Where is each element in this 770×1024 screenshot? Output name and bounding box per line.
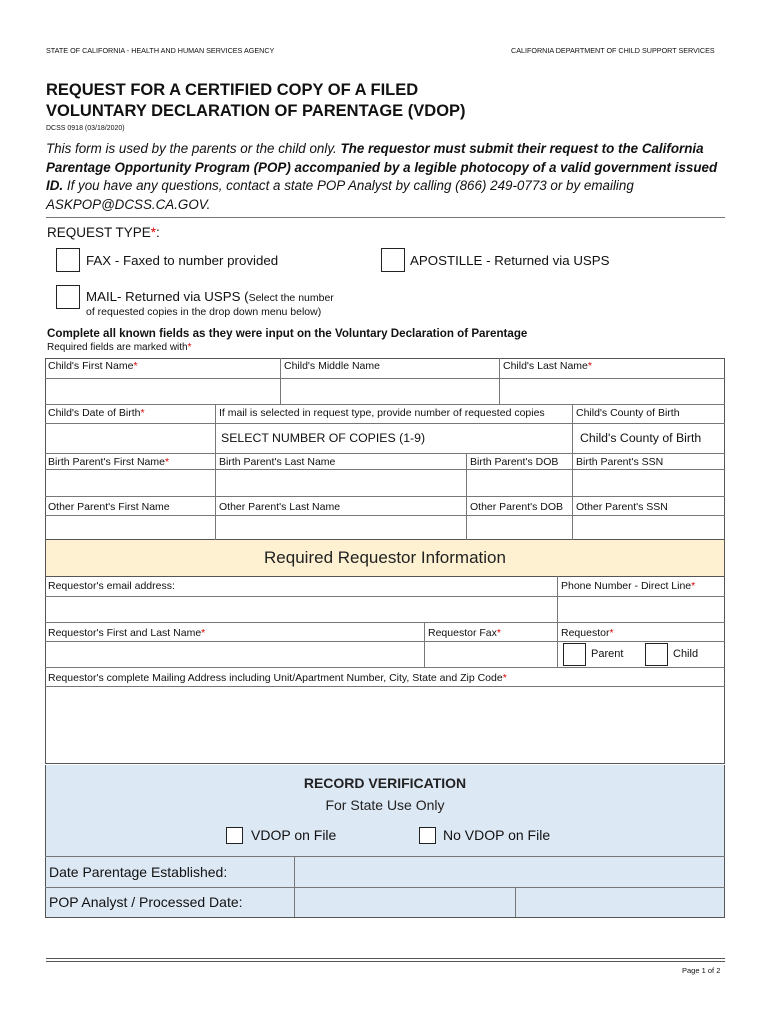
fax-checkbox[interactable] xyxy=(56,248,80,272)
form-title xyxy=(46,80,706,122)
apostille-option-label: APOSTILLE - Returned via USPS xyxy=(410,253,610,268)
footer-rule-bottom xyxy=(46,961,725,962)
label-text: Child's Last Name xyxy=(503,360,588,372)
title-line-2: VOLUNTARY DECLARATION OF PARENTAGE (VDOP) xyxy=(46,102,466,120)
child-middle-name-label: Child's Middle Name xyxy=(280,358,500,378)
mail-option-label xyxy=(86,289,334,304)
mailing-address-label xyxy=(45,667,725,687)
copies-select[interactable]: SELECT NUMBER OF COPIES (1-9) xyxy=(215,423,573,454)
request-type-text: REQUEST TYPE xyxy=(47,225,151,240)
requestor-table xyxy=(45,576,725,764)
required-note-text: Required fields are marked with xyxy=(47,342,188,353)
fax-option-label: FAX - Faxed to number provided xyxy=(86,253,279,268)
intro-part-1: This form is used by the parents or the child only. xyxy=(46,141,341,156)
other-parent-last-label: Other Parent's Last Name xyxy=(215,496,467,516)
other-parent-dob-input[interactable] xyxy=(466,515,573,540)
mail-note-2: of requested copies in the drop down menu below) xyxy=(86,306,322,318)
required-asterisk: * xyxy=(133,360,138,372)
instructions-main: Complete all known fields as they were input on the Voluntary Declaration of Parentage xyxy=(47,327,528,340)
footer-rule-top xyxy=(46,958,725,959)
other-parent-ssn-label: Other Parent's SSN xyxy=(572,496,725,516)
vdop-on-file-label: VDOP on File xyxy=(251,827,337,843)
label-text: Requestor's First and Last Name xyxy=(48,627,202,639)
label-text: Requestor Fax xyxy=(428,627,497,639)
requestor-fax-label xyxy=(424,622,558,642)
agency-right: CALIFORNIA DEPARTMENT OF CHILD SUPPORT SERVICES xyxy=(511,46,715,55)
mailing-address-input[interactable] xyxy=(45,686,725,764)
child-last-name-input[interactable] xyxy=(499,378,725,405)
agency-left: STATE OF CALIFORNIA - HEALTH AND HUMAN SERVICES AGENCY xyxy=(46,46,275,55)
phone-input[interactable] xyxy=(557,596,725,623)
parent-checkbox[interactable] xyxy=(563,643,586,666)
required-note xyxy=(47,342,192,353)
required-asterisk: * xyxy=(164,456,170,468)
title-line-1: REQUEST FOR A CERTIFIED COPY OF A FILED xyxy=(46,81,419,99)
no-vdop-on-file-label: No VDOP on File xyxy=(443,827,551,843)
analyst-input[interactable] xyxy=(294,887,516,917)
intro-part-2: The requestor must submit their request to the California Parentage Opportunity Program (POP) accompanied by a legible photocopy of a valid government issued ID. xyxy=(46,141,718,193)
requestor-name-input[interactable] xyxy=(45,641,425,668)
birth-parent-ssn-label: Birth Parent's SSN xyxy=(572,453,725,470)
mail-checkbox[interactable] xyxy=(56,285,80,309)
birth-parent-last-input[interactable] xyxy=(215,469,467,497)
child-first-name-input[interactable] xyxy=(45,378,280,405)
page-number: Page 1 of 2 xyxy=(682,966,721,975)
label-text: Phone Number - Direct Line xyxy=(561,580,692,592)
child-dob-label xyxy=(45,404,215,424)
required-asterisk: * xyxy=(201,627,206,639)
label-text: Child's Date of Birth xyxy=(48,407,141,419)
birth-parent-ssn-input[interactable] xyxy=(572,469,725,497)
birth-parent-dob-label: Birth Parent's DOB xyxy=(466,453,573,470)
requestor-fax-input[interactable] xyxy=(424,641,558,668)
date-established-label: Date Parentage Established: xyxy=(45,856,295,888)
other-parent-first-label: Other Parent's First Name xyxy=(45,496,215,516)
child-first-name-label xyxy=(45,358,280,378)
child-last-name-label xyxy=(499,358,725,378)
other-parent-dob-label: Other Parent's DOB xyxy=(466,496,573,516)
no-vdop-on-file-checkbox[interactable] xyxy=(419,827,436,844)
child-middle-name-input[interactable] xyxy=(280,378,500,405)
birth-parent-last-label: Birth Parent's Last Name xyxy=(215,453,467,470)
child-dob-input[interactable] xyxy=(45,423,215,454)
child-parent-table xyxy=(45,358,725,540)
requestor-email-input[interactable] xyxy=(45,596,558,623)
required-asterisk: * xyxy=(691,580,696,592)
label-text: Birth Parent's First Name xyxy=(48,456,165,468)
parent-option-label: Parent xyxy=(591,648,624,660)
birth-parent-dob-input[interactable] xyxy=(466,469,573,497)
request-type-label xyxy=(47,225,160,240)
phone-label xyxy=(557,576,725,596)
county-select[interactable]: Child's County of Birth xyxy=(572,423,725,454)
birth-parent-first-input[interactable] xyxy=(45,469,215,497)
required-asterisk: * xyxy=(502,672,507,684)
required-asterisk: * xyxy=(587,360,592,372)
requestor-email-label: Requestor's email address: xyxy=(48,580,175,592)
mail-option-text: MAIL- Returned via USPS ( xyxy=(86,289,249,304)
mail-note-1: Select the number xyxy=(248,292,334,304)
required-asterisk: * xyxy=(609,627,614,639)
required-asterisk: * xyxy=(496,627,501,639)
vdop-on-file-checkbox[interactable] xyxy=(226,827,243,844)
record-verification-section xyxy=(45,765,725,918)
analyst-label: POP Analyst / Processed Date: xyxy=(45,887,295,917)
date-established-input[interactable] xyxy=(294,856,725,888)
child-checkbox[interactable] xyxy=(645,643,668,666)
other-parent-first-input[interactable] xyxy=(45,515,215,540)
requestor-section-header xyxy=(45,540,725,577)
requestor-role-label xyxy=(557,622,725,642)
form-number: DCSS 0918 (03/18/2020) xyxy=(46,125,125,132)
requestor-section-title: Required Requestor Information xyxy=(264,548,506,567)
label-text: Child's First Name xyxy=(48,360,134,372)
required-asterisk: * xyxy=(140,407,145,419)
requestor-name-label xyxy=(45,622,425,642)
birth-parent-first-label xyxy=(45,453,215,470)
processed-date-input[interactable] xyxy=(515,887,725,917)
verification-title: RECORD VERIFICATION xyxy=(303,775,467,791)
verification-subtitle: For State Use Only xyxy=(325,797,445,813)
intro-paragraph xyxy=(46,140,736,214)
label-text: Requestor's complete Mailing Address including Unit/Apartment Number, City, State and Zip Code xyxy=(48,672,503,684)
apostille-checkbox[interactable] xyxy=(381,248,405,272)
required-asterisk: * xyxy=(150,225,157,240)
county-label: Child's County of Birth xyxy=(572,404,725,424)
label-text: Requestor xyxy=(561,627,610,639)
required-asterisk: * xyxy=(187,342,192,353)
divider xyxy=(46,217,725,218)
intro-part-3: If you have any questions, contact a state POP Analyst by calling (866) 249-0773 or by emailing ASKPOP@DCSS.CA.GOV. xyxy=(46,178,634,212)
request-type-colon: : xyxy=(156,225,160,240)
copies-label: If mail is selected in request type, provide number of requested copies xyxy=(215,404,573,424)
other-parent-last-input[interactable] xyxy=(215,515,467,540)
other-parent-ssn-input[interactable] xyxy=(572,515,725,540)
child-option-label: Child xyxy=(673,648,699,660)
